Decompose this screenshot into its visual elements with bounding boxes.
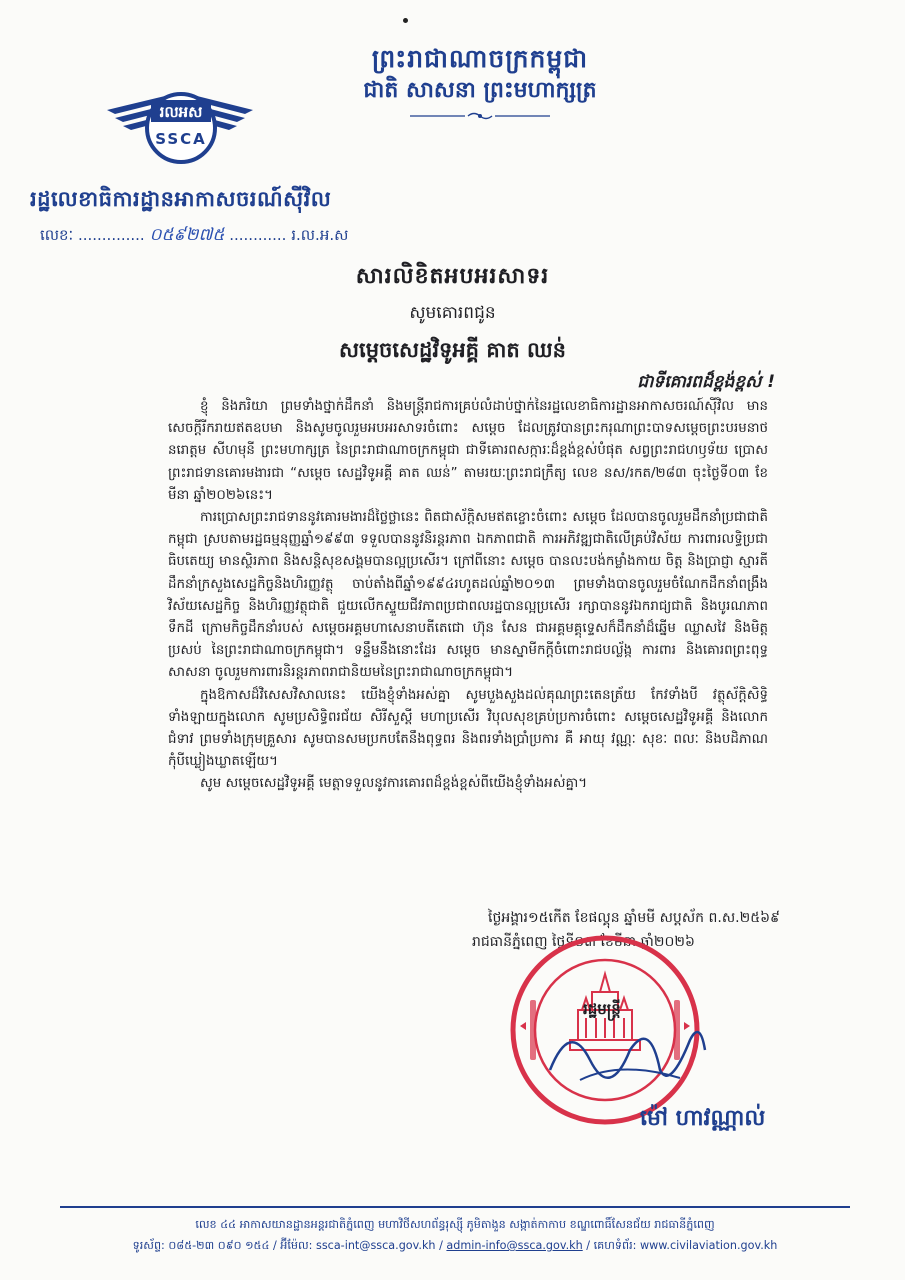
logo-text-en: SSCA [155,130,207,148]
letter-title: សារលិខិតអបអរសាទរ [355,264,550,289]
paragraph-1: ខ្ញុំ និងភរិយា ព្រមទាំងថ្នាក់ដឹកនាំ និងមន្ត្រីរាជការគ្រប់លំដាប់ថ្នាក់នៃរដ្ឋលេខាធិការដ្ឋានអាកាសចរណ៍ស៊ីវិល មានសេចក្តីរីករាយឥតឧបមា និងសូមចូលរួមអបអរសាទរចំពោះ សម្តេច ដែលត្រូវបានព្រះករុណាព្រះបាទសម្តេចព្រះបរមនាថ នរោត្តម សីហមុនី ព្រះមហាក្សត្រ នៃព្រះរាជាណាចក្រកម្ពុជា ជាទីគោរពសក្ការៈដ៏ខ្ពង់ខ្ពស់បំផុត សព្វព្រះរាជហឫទ័យ ប្រោសព្រះរាជទានគោរមងារជា “សម្តេច សេដ្ឋវិទូអគ្គី គាត ឈន់” តាមរយៈព្រះរាជក្រឹត្យ លេខ នស/រកត/២៨៣ ចុះថ្ងៃទី០៣ ខែមីនា ឆ្នាំ២០២៦នេះ។ [168,399,768,503]
ref-dots: .............. [77,226,145,244]
kingdom-line1: ព្រះរាជាណាចក្រកម្ពុជា [371,44,589,73]
kingdom-line2: ជាតិ សាសនា ព្រះមហាក្សត្រ [363,78,597,103]
org-name: រដ្ឋលេខាធិការដ្ឋានអាកាសចរណ៍ស៊ីវិល [30,187,332,211]
signer-title: រដ្ឋមន្ត្រី [583,1000,621,1018]
paragraph-3: ក្នុងឱកាសដ៏វិសេសវិសាលនេះ យើងខ្ញុំទាំងអស់គ្នា សូមបួងសួងដល់គុណព្រះតេនត្រ័យ កែវទាំងបី វត្ថុស័ក្តិសិទ្ធិទាំងឡាយក្នុងលោក សូមប្រសិទ្ធិពរជ័យ សិរីសួស្តី មហាប្រសើរ វិបុលសុខគ្រប់ប្រការចំពោះ សម្តេចសេដ្ឋវិទូអគ្គី និងលោកជំទាវ ព្រមទាំងក្រុមគ្រួសារ សូមបានសមប្រកបតែនឹងពុទ្ធពរ និងពរទាំងប្រាំប្រការ គឺ អាយុ វណ្ណៈ សុខៈ ពលៈ និងបដិភាណ កុំបីឃ្លៀងឃ្លាតឡើយ។ [168,687,768,770]
footer-divider [60,1206,850,1208]
letter-body [168,396,768,796]
letter-subtitle: សូមគោរពជូន [409,303,496,323]
footer-phone-email: ទូរស័ព្ទ: ០៨៥-២៣ ០៩០ ១៥៤ / អ៊ីម៉ែល: ssca-int@ssca.gov.kh / [132,1239,443,1252]
kingdom-header [300,42,660,125]
logo-text-kh: រលអស [159,103,203,121]
signature [540,980,710,1100]
ref-number: ០៥៩២៧៥ [149,225,225,245]
top-dot [403,18,408,23]
ssca-logo [105,72,255,172]
paragraph-2: ការប្រោសព្រះរាជទាននូវគោរមងារដ៏ថ្លៃថ្លានេះ ពិតជាស័ក្តិសមឥតខ្ចោះចំពោះ សម្តេច ដែលបានចូលរួមដឹកនាំប្រជាជាតិកម្ពុជា ស្របតាមរដ្ឋធម្មនុញ្ញឆ្នាំ១៩៩៣ ទទួលបាននូវនិរន្តរភាព ឯកភាពជាតិ ការអភិវឌ្ឍជាតិលើគ្រប់វិស័យ ការពារលទ្ធិប្រជាធិបតេយ្យ មានស្ថិរភាព និងសន្តិសុខសង្គមបានល្អប្រសើរ។ ក្រៅពីនោះ សម្តេច បានលះបង់កម្លាំងកាយ ចិត្ត និងប្រាជ្ញា ស្មារតី ដឹកនាំក្រសួងសេដ្ឋកិច្ចនិងហិរញ្ញវត្ថុ ចាប់តាំងពីឆ្នាំ១៩៩៤រហូតដល់ឆ្នាំ២០១៣ ព្រមទាំងបានចូលរួមចំណែកដឹកនាំពង្រឹងវិស័យសេដ្ឋកិច្ច និងហិរញ្ញវត្ថុជាតិ ជួយលើកស្ទួយជីវភាពប្រជាពលរដ្ឋបានល្អប្រសើរ រក្សាបាននូវឯករាជ្យជាតិ និងបូរណភាពទឹកដី ក្រោមកិច្ចដឹកនាំរបស់ សម្តេចអគ្គមហាសេនាបតីតេជោ ហ៊ុន សែន ជាអគ្គមគ្គុទ្ទេសក៏ដឹកនាំដ៏ឆ្នើម ឈ្លាសវៃ និងមិត្តប្រសប់ នៃព្រះរាជាណាចក្រកម្ពុជា។ ទន្ទឹមនឹងនោះដែរ សម្តេច មានស្នាមីកក្តីចំពោះរាជបល្ល័ង្ក ការពារ និងគោរពព្រះពុទ្ធសាសនា ចូលរួមការពារនិរន្តរភាពរាជានិយមនៃព្រះរាជាណាចក្រកម្ពុជា។ [168,510,768,681]
footer-address: លេខ ៤៤ អាកាសយានដ្ឋានអន្តរជាតិភ្នំពេញ មហាវិថីសហព័ន្ធរុស្ស៊ី ភូមិតាងួន សង្កាត់កាកាប ខណ្ឌពោធិ៍សែនជ័យ រាជធានីភ្នំពេញ [195,1218,715,1231]
footer-website[interactable]: / គេហទំព័រ: www.civilaviation.gov.kh [586,1239,778,1252]
ornament-divider [410,111,550,121]
footer-email-link[interactable]: admin-info@ssca.gov.kh [446,1239,583,1252]
salutation: ជាទីគោរពដ៏ខ្ពង់ខ្ពស់ ! [637,372,775,392]
paragraph-4: សូម សម្តេចសេដ្ឋវិទូអគ្គី មេត្តាទទួលនូវការគោរពដ៏ខ្ពង់ខ្ពស់ពីយើងខ្ញុំទាំងអស់គ្នា។ [200,776,588,792]
solar-date: រាជធានីភ្នំពេញ ថ្ងៃទី០៣ ខែមីនា ឆ្នាំ២០២៦ [472,934,695,950]
title-block [0,262,905,368]
footer [40,1214,870,1256]
recipient-name: សម្តេចសេដ្ឋវិទូអគ្គី គាត ឈន់ [339,338,566,362]
footer-contacts [40,1235,870,1256]
lunar-date: ថ្ងៃអង្គារ១៥កើត ខែផល្គុន ឆ្នាំមមី សប្តស័ក ព.ស.២៥៦៩ [488,910,780,926]
ref-label: លេខៈ [40,226,74,244]
signer-name: ម៉ៅ ហាវណ្ណាល់ [640,1106,766,1131]
ref-dots-2: ............ [229,226,287,244]
reference-line [40,224,348,249]
ref-suffix: រ.ល.អ.ស [291,226,349,244]
